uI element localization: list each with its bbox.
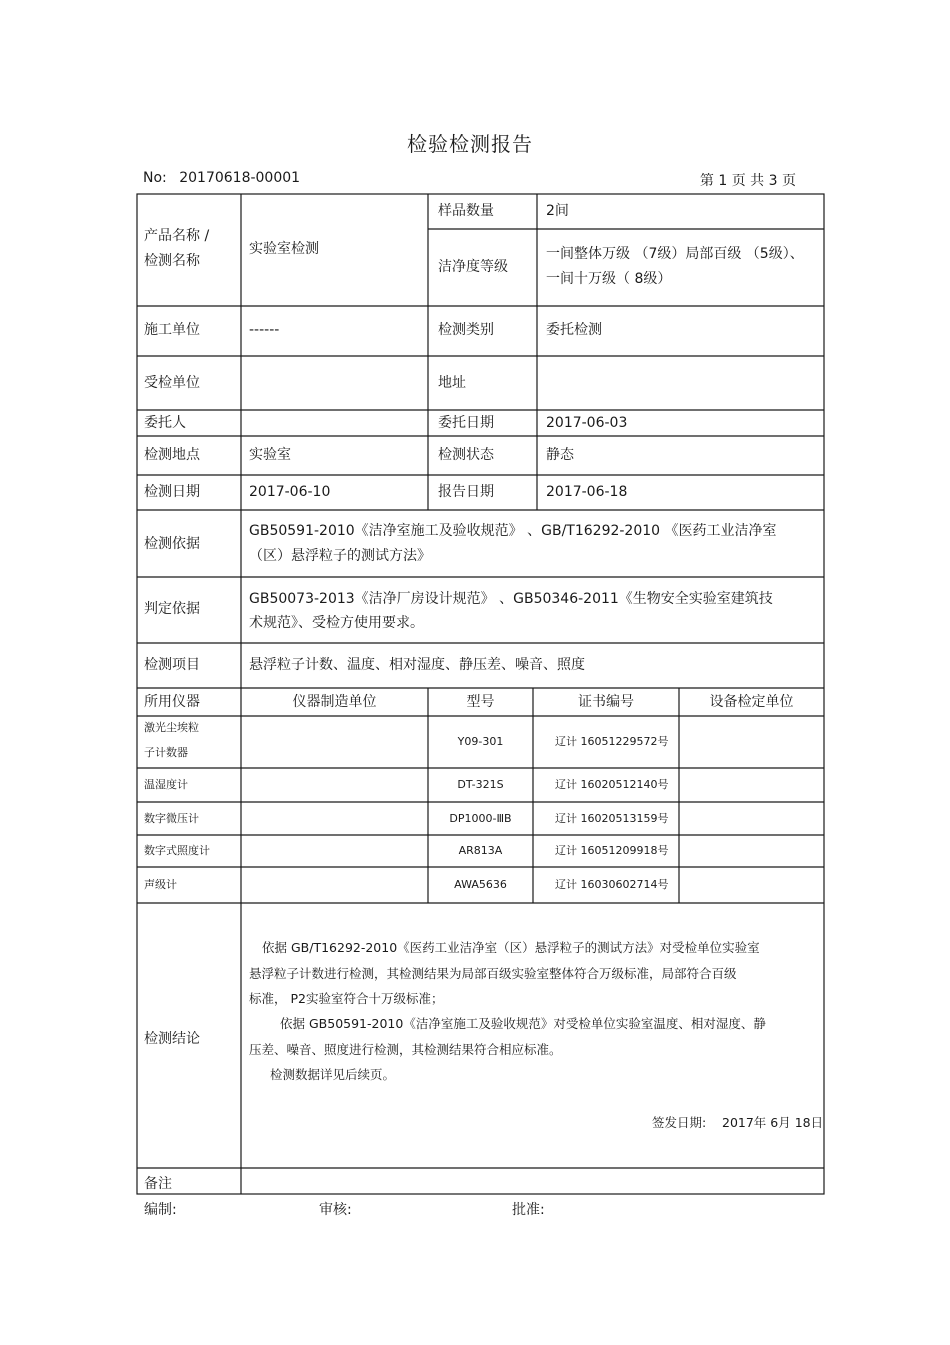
instrument-name: 声级计 <box>144 878 177 891</box>
reviewed-by-label: 审核: <box>319 1202 352 1218</box>
state-value: 静态 <box>546 447 574 463</box>
instrument-model: AWA5636 <box>454 878 507 891</box>
items-value: 悬浮粒子计数、温度、相对湿度、静压差、噪音、照度 <box>249 657 585 673</box>
instrument-model: AR813A <box>458 844 503 857</box>
report-number-label: No: <box>143 170 167 186</box>
clean-level-line2: 一间十万级（ 8级） <box>546 271 672 287</box>
inspected-unit-label: 受检单位 <box>144 375 200 391</box>
instrument-name: 激光尘埃粒 <box>144 721 199 734</box>
clean-level-line1: 一间整体万级 （7级）局部百级 （5级）、 <box>546 246 804 262</box>
instruments-header-name: 所用仪器 <box>144 694 200 710</box>
client-label: 委托人 <box>144 415 186 431</box>
sign-date-label: 签发日期: <box>652 1115 707 1130</box>
test-date-value: 2017-06-10 <box>249 484 331 500</box>
report-date-label: 报告日期 <box>438 484 494 500</box>
instrument-name: 温湿度计 <box>144 778 188 791</box>
conclusion-label: 检测结论 <box>144 1031 200 1047</box>
judge-label: 判定依据 <box>144 601 200 617</box>
judge-line1: GB50073-2013《洁净厂房设计规范》 、GB50346-2011《生物安全实验室建筑技 <box>249 591 773 607</box>
commission-date-value: 2017-06-03 <box>546 415 628 431</box>
instruments-header-model: 型号 <box>466 694 495 710</box>
clean-level-label: 洁净度等级 <box>438 259 508 275</box>
commission-date-label: 委托日期 <box>438 415 494 431</box>
conclusion-line: 依据 GB/T16292-2010《医药工业洁净室（区）悬浮粒子的测试方法》对受检单位实验室 <box>262 940 760 955</box>
test-date-label: 检测日期 <box>144 484 200 500</box>
instrument-model: Y09-301 <box>457 735 504 748</box>
conclusion-line: 悬浮粒子计数进行检测，其检测结果为局部百级实验室整体符合万级标准，局部符合百级 <box>249 966 737 981</box>
instrument-cert: 辽计 16020513159号 <box>555 812 669 825</box>
instrument-name: 数字式照度计 <box>144 844 210 857</box>
test-type-value: 委托检测 <box>546 322 602 338</box>
instrument-model: DT-321S <box>457 778 504 791</box>
judge-line2: 术规范》、受检方使用要求。 <box>249 615 424 631</box>
address-label: 地址 <box>438 375 466 391</box>
instrument-cert: 辽计 16051209918号 <box>555 844 669 857</box>
basis-line1: GB50591-2010《洁净室施工及验收规范》 、GB/T16292-2010 《医药工业洁净室 <box>249 523 777 539</box>
basis-line2: （区）悬浮粒子的测试方法》 <box>249 548 431 564</box>
sign-date-value: 2017年 6月 18日 <box>722 1115 824 1130</box>
instruments-header-unit: 设备检定单位 <box>709 694 794 710</box>
location-label: 检测地点 <box>144 447 200 463</box>
instrument-cert: 辽计 16051229572号 <box>555 735 669 748</box>
location-value: 实验室 <box>249 447 291 463</box>
instrument-name: 数字微压计 <box>144 812 199 825</box>
product-name-value: 实验室检测 <box>249 241 319 257</box>
conclusion-line: 依据 GB50591-2010《洁净室施工及验收规范》对受检单位实验室温度、相对湿度、静 <box>280 1016 766 1031</box>
sample-qty-value: 2间 <box>546 203 569 219</box>
items-label: 检测项目 <box>144 657 200 673</box>
approved-by-label: 批准: <box>512 1202 545 1218</box>
state-label: 检测状态 <box>438 447 494 463</box>
conclusion-line: 标准， P2实验室符合十万级标准； <box>249 991 444 1006</box>
builder-label: 施工单位 <box>144 322 200 338</box>
report-date-value: 2017-06-18 <box>546 484 628 500</box>
page-title: 检验检测报告 <box>407 132 533 156</box>
instrument-cert: 辽计 16020512140号 <box>555 778 669 791</box>
conclusion-line: 压差、噪音、照度进行检测，其检测结果符合相应标准。 <box>249 1042 562 1057</box>
remark-label: 备注 <box>144 1176 172 1192</box>
sample-qty-label: 样品数量 <box>438 203 494 219</box>
test-type-label: 检测类别 <box>438 322 494 338</box>
builder-value: ------ <box>249 322 280 338</box>
prepared-by-label: 编制: <box>144 1202 177 1218</box>
instrument-name-cont: 子计数器 <box>144 746 188 759</box>
conclusion-line: 检测数据详见后续页。 <box>270 1067 396 1082</box>
instruments-header-cert: 证书编号 <box>578 694 634 710</box>
test-name-label: 检测名称 <box>144 253 200 269</box>
instrument-cert: 辽计 16030602714号 <box>555 878 669 891</box>
basis-label: 检测依据 <box>144 536 200 552</box>
report-number-value: 20170618-00001 <box>179 170 301 186</box>
instrument-model: DP1000-ⅢB <box>449 812 512 825</box>
product-name-label: 产品名称 / <box>144 228 210 244</box>
page-info: 第 1 页 共 3 页 <box>699 173 796 189</box>
instruments-header-maker: 仪器制造单位 <box>292 694 377 710</box>
